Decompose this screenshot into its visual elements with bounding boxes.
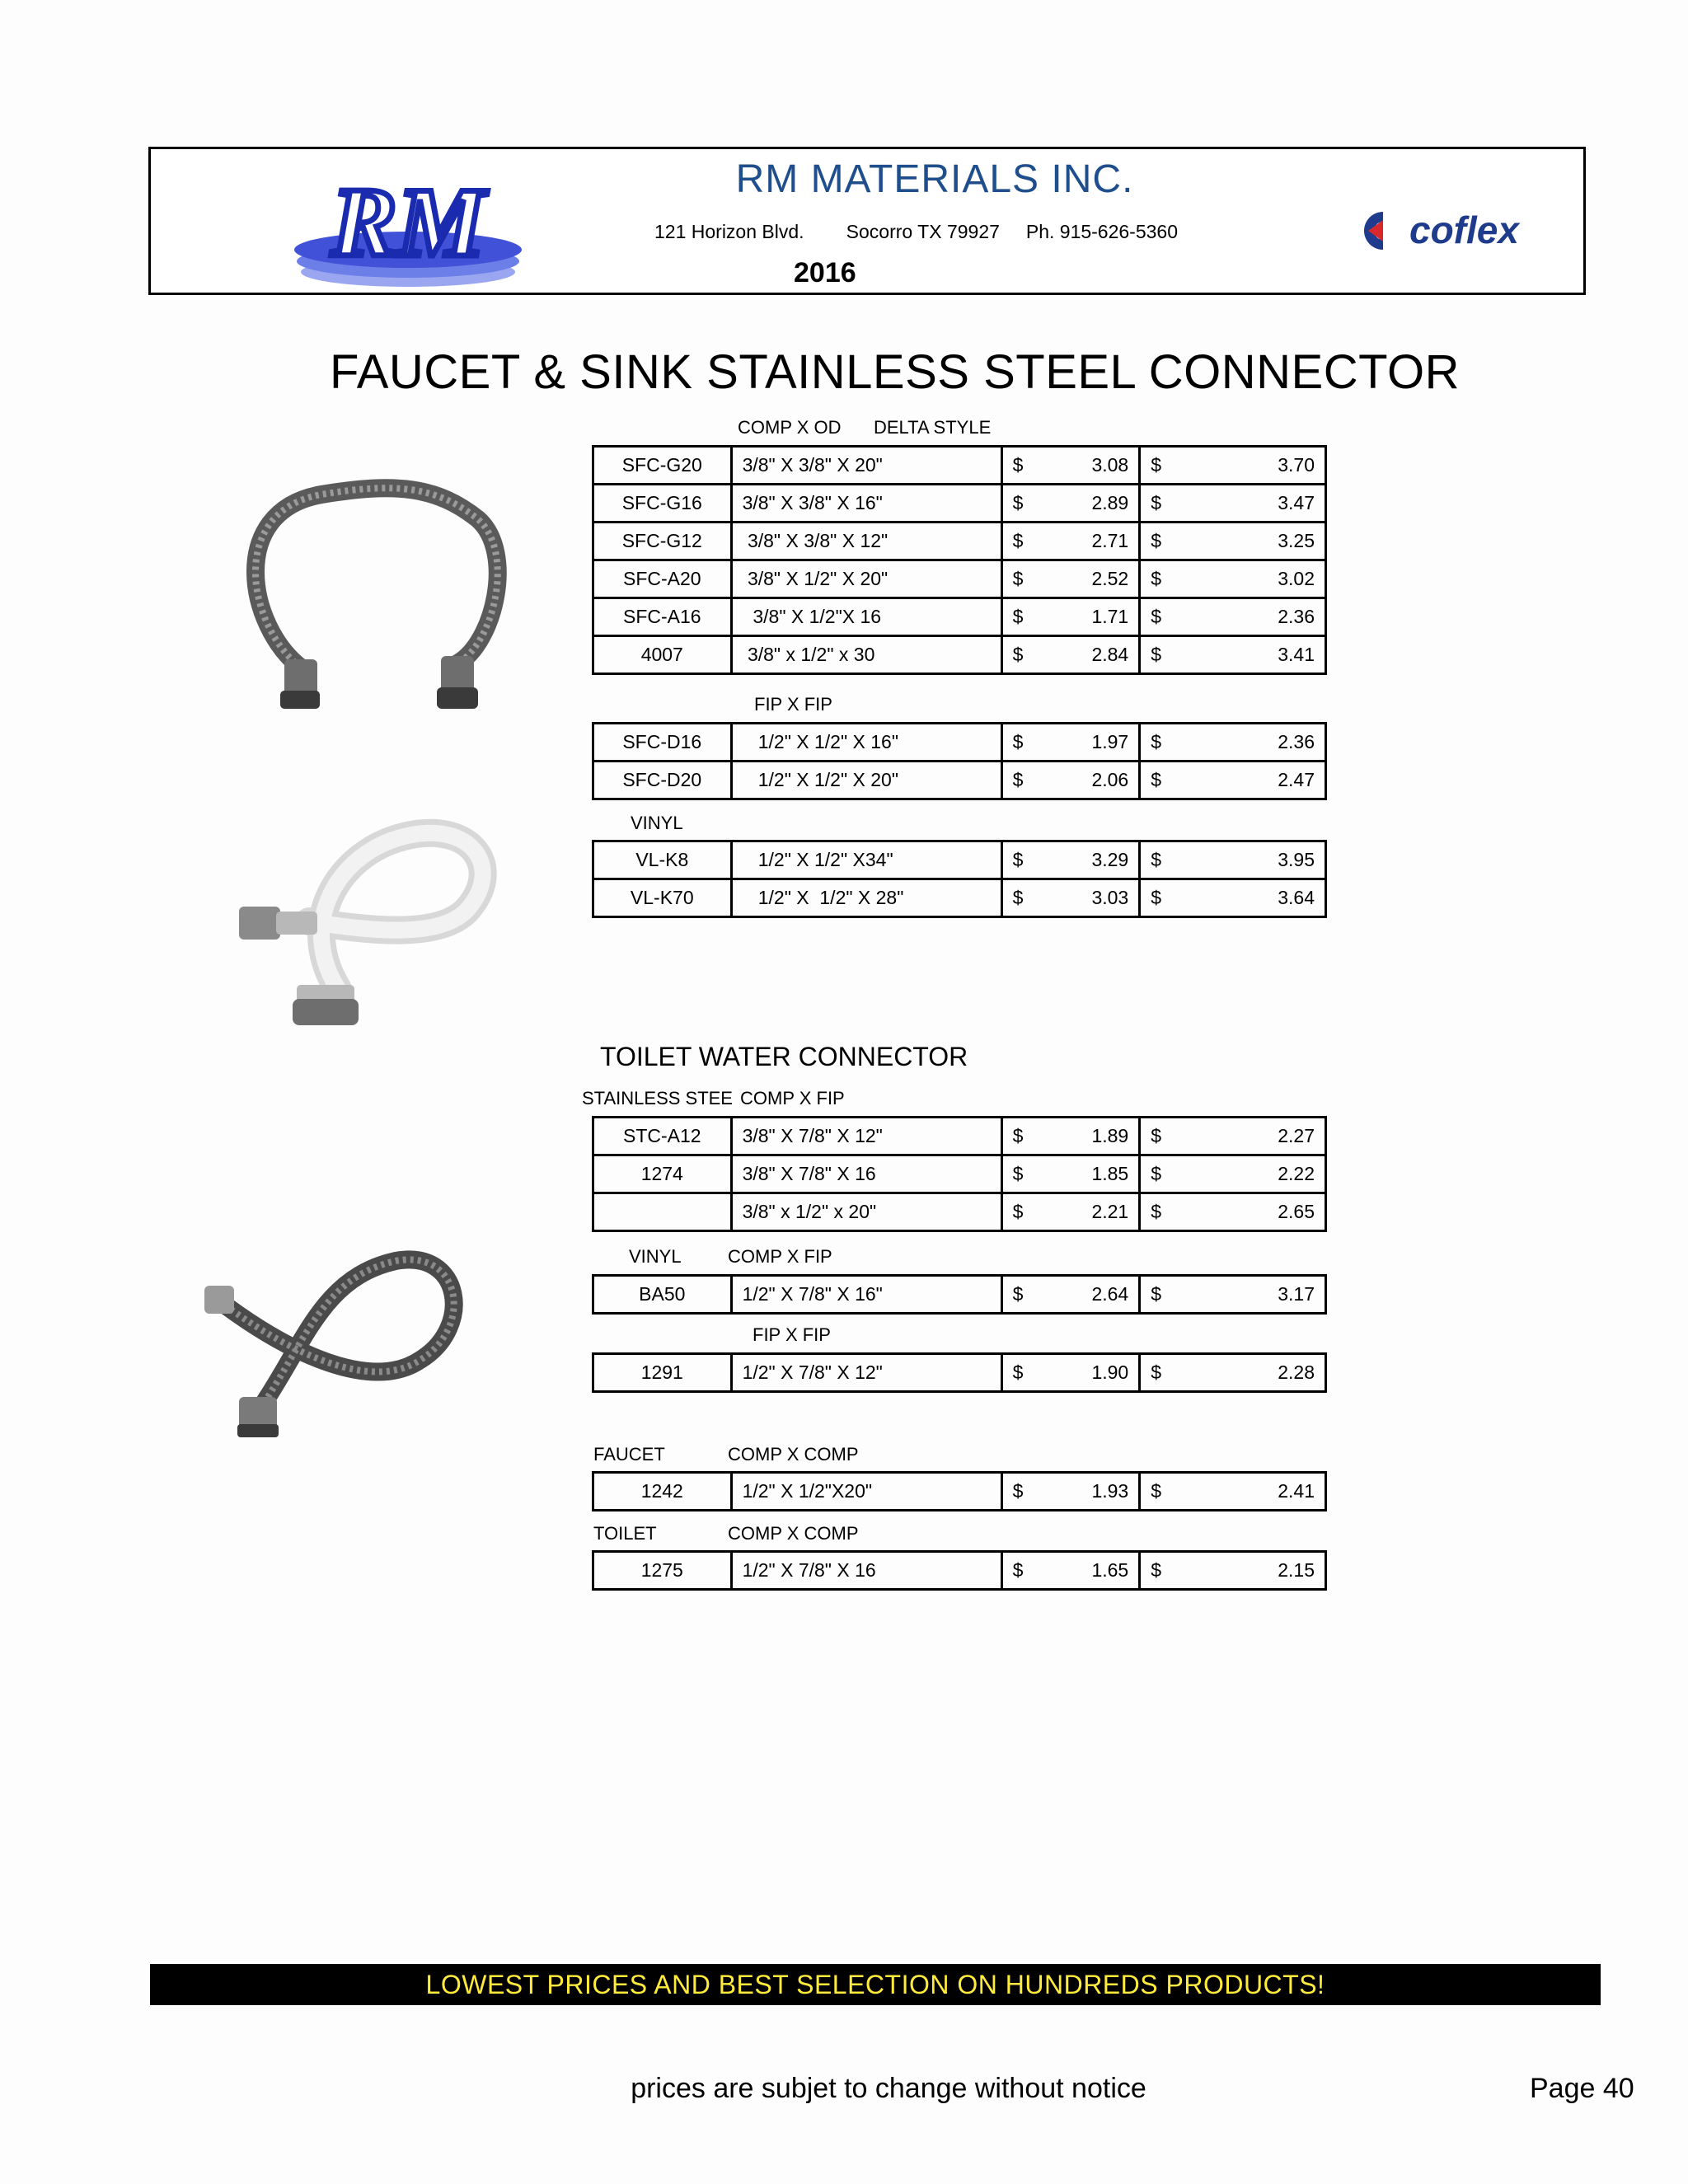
currency-symbol: $	[1151, 1201, 1162, 1222]
price-value: 3.29	[1091, 849, 1129, 870]
price-comp-od	[1001, 762, 1140, 799]
price-value: 2.52	[1091, 568, 1129, 589]
currency-symbol: $	[1012, 849, 1024, 870]
item-size: 3/8" X 1/2" X 20"	[731, 560, 1001, 598]
price-value: 1.85	[1091, 1163, 1129, 1184]
price-comp-od	[1001, 1118, 1140, 1155]
price-value: 1.89	[1091, 1125, 1129, 1146]
currency-symbol: $	[1151, 731, 1162, 752]
item-size: 1/2" X 1/2" X34"	[731, 841, 1001, 879]
item-size: 3/8" X 7/8" X 16	[731, 1155, 1001, 1193]
item-size: 1/2" X 1/2" X 16"	[731, 724, 1001, 762]
table-toilet-vinyl	[592, 1274, 1327, 1315]
price-delta-style	[1140, 1155, 1326, 1193]
currency-symbol: $	[1151, 769, 1162, 790]
price-delta-style	[1140, 724, 1326, 762]
currency-symbol: $	[1151, 530, 1162, 551]
item-size: 3/8" X 7/8" X 12"	[731, 1118, 1001, 1155]
price-delta-style	[1140, 1552, 1326, 1590]
company-name: RM MATERIALS INC.	[735, 157, 1134, 201]
price-value: 3.64	[1278, 887, 1315, 908]
label-fip-fip-toilet: FIP X FIP	[753, 1324, 831, 1345]
currency-symbol: $	[1151, 1559, 1162, 1581]
price-comp-od	[1001, 598, 1140, 636]
price-comp-od	[1001, 485, 1140, 523]
price-delta-style	[1140, 1118, 1326, 1155]
price-value: 3.95	[1278, 849, 1315, 870]
table-row	[593, 523, 1326, 560]
currency-symbol: $	[1012, 769, 1024, 790]
table-row	[593, 1276, 1326, 1314]
currency-symbol: $	[1151, 1480, 1162, 1502]
item-size: 1/2" X 1/2" X 20"	[731, 762, 1001, 799]
price-comp-od	[1001, 1354, 1140, 1392]
table-row	[593, 560, 1326, 598]
price-value: 2.71	[1091, 530, 1129, 551]
price-comp-od	[1001, 1552, 1140, 1590]
price-value: 3.02	[1278, 568, 1315, 589]
price-value: 2.21	[1091, 1201, 1129, 1222]
table-row	[593, 485, 1326, 523]
label-faucet: FAUCET	[593, 1444, 665, 1465]
item-code: 1274	[593, 1155, 732, 1193]
price-value: 3.70	[1278, 454, 1315, 476]
currency-symbol: $	[1151, 454, 1162, 476]
price-value: 2.41	[1278, 1480, 1315, 1502]
item-size: 1/2" X 7/8" X 12"	[731, 1354, 1001, 1392]
currency-symbol: $	[1151, 606, 1162, 627]
price-comp-od	[1001, 1473, 1140, 1511]
item-size: 3/8" x 1/2" x 20"	[731, 1193, 1001, 1231]
table-row	[593, 724, 1326, 762]
table-faucet-vinyl	[592, 840, 1327, 918]
price-delta-style	[1140, 1473, 1326, 1511]
currency-symbol: $	[1012, 492, 1024, 513]
price-value: 2.47	[1278, 769, 1315, 790]
price-delta-style	[1140, 1193, 1326, 1231]
toilet-connector-image	[190, 1236, 486, 1451]
table-row	[593, 636, 1326, 674]
price-value: 2.15	[1278, 1559, 1315, 1581]
item-code: 1275	[593, 1552, 732, 1590]
label-vinyl-toilet: VINYL	[629, 1246, 682, 1267]
price-comp-od	[1001, 841, 1140, 879]
item-code: SFC-D20	[593, 762, 732, 799]
table-row	[593, 841, 1326, 879]
price-delta-style	[1140, 485, 1326, 523]
price-comp-od	[1001, 636, 1140, 674]
currency-symbol: $	[1012, 1480, 1024, 1502]
price-delta-style	[1140, 447, 1326, 485]
item-code: SFC-G16	[593, 485, 732, 523]
table-toilet-comp-comp	[592, 1550, 1327, 1591]
price-value: 3.47	[1278, 492, 1315, 513]
currency-symbol: $	[1151, 849, 1162, 870]
currency-symbol: $	[1012, 1125, 1024, 1146]
price-delta-style	[1140, 523, 1326, 560]
item-code: SFC-G20	[593, 447, 732, 485]
item-code: 1242	[593, 1473, 732, 1511]
price-value: 1.65	[1091, 1559, 1129, 1581]
currency-symbol: $	[1012, 1559, 1024, 1581]
item-size: 1/2" X 1/2"X20"	[731, 1473, 1001, 1511]
price-value: 2.28	[1278, 1361, 1315, 1383]
currency-symbol: $	[1012, 644, 1024, 665]
item-size: 3/8" X 3/8" X 16"	[731, 485, 1001, 523]
currency-symbol: $	[1012, 454, 1024, 476]
price-comp-od	[1001, 724, 1140, 762]
table-row	[593, 1155, 1326, 1193]
currency-symbol: $	[1012, 1283, 1024, 1305]
item-code: VL-K70	[593, 879, 732, 917]
currency-symbol: $	[1151, 1163, 1162, 1184]
price-value: 1.97	[1091, 731, 1129, 752]
price-comp-od	[1001, 523, 1140, 560]
price-value: 1.93	[1091, 1480, 1129, 1502]
price-value: 3.08	[1091, 454, 1129, 476]
price-comp-od	[1001, 879, 1140, 917]
page-title: FAUCET & SINK STAINLESS STEEL CONNECTOR	[330, 345, 1461, 399]
item-code: SFC-G12	[593, 523, 732, 560]
table-row	[593, 1473, 1326, 1511]
catalog-year: 2016	[794, 257, 856, 288]
item-size: 1/2" X 1/2" X 28"	[731, 879, 1001, 917]
currency-symbol: $	[1012, 887, 1024, 908]
item-code: 4007	[593, 636, 732, 674]
table-row	[593, 1193, 1326, 1231]
price-comp-od	[1001, 1193, 1140, 1231]
price-delta-style	[1140, 598, 1326, 636]
price-value: 3.03	[1091, 887, 1129, 908]
price-value: 2.64	[1091, 1283, 1129, 1305]
table-toilet-stainless	[592, 1116, 1327, 1232]
label-toilet: TOILET	[593, 1523, 657, 1544]
toilet-section-title: TOILET WATER CONNECTOR	[600, 1042, 968, 1071]
table-row	[593, 1354, 1326, 1392]
table-faucet-comp-od	[592, 445, 1327, 675]
table-row	[593, 762, 1326, 799]
coflex-logo	[1358, 202, 1573, 260]
promo-banner	[150, 1964, 1601, 2005]
table-faucet-comp-comp	[592, 1471, 1327, 1511]
braided-connector-image	[231, 462, 519, 733]
price-value: 3.17	[1278, 1283, 1315, 1305]
item-code: STC-A12	[593, 1118, 732, 1155]
currency-symbol: $	[1151, 1125, 1162, 1146]
currency-symbol: $	[1151, 887, 1162, 908]
price-delta-style	[1140, 841, 1326, 879]
price-delta-style	[1140, 879, 1326, 917]
svg-text:RM: RM	[331, 167, 485, 277]
currency-symbol: $	[1012, 731, 1024, 752]
price-delta-style	[1140, 1354, 1326, 1392]
price-value: 2.89	[1091, 492, 1129, 513]
label-vinyl: VINYL	[631, 813, 683, 833]
price-value: 1.90	[1091, 1361, 1129, 1383]
promo-banner-text: LOWEST PRICES AND BEST SELECTION ON HUNDREDS PRODUCTS!	[425, 1969, 1325, 1999]
table-faucet-fip-fip	[592, 722, 1327, 800]
item-code: SFC-A20	[593, 560, 732, 598]
item-code: BA50	[593, 1276, 732, 1314]
item-size: 3/8" X 3/8" X 20"	[731, 447, 1001, 485]
table-row	[593, 1118, 1326, 1155]
label-fip-fip: FIP X FIP	[754, 694, 832, 715]
currency-symbol: $	[1151, 644, 1162, 665]
price-value: 1.71	[1091, 606, 1129, 627]
table-toilet-fip-fip	[592, 1352, 1327, 1393]
price-value: 2.36	[1278, 731, 1315, 752]
price-comp-od	[1001, 1155, 1140, 1193]
price-value: 2.65	[1278, 1201, 1315, 1222]
item-size: 3/8" X 1/2"X 16	[731, 598, 1001, 636]
item-code: 1291	[593, 1354, 732, 1392]
price-delta-style	[1140, 1276, 1326, 1314]
currency-symbol: $	[1151, 492, 1162, 513]
item-code: SFC-A16	[593, 598, 732, 636]
currency-symbol: $	[1012, 1361, 1024, 1383]
price-value: 3.41	[1278, 644, 1315, 665]
label-comp-od: COMP X OD	[738, 417, 842, 438]
table-row	[593, 879, 1326, 917]
item-size: 1/2" X 7/8" X 16	[731, 1552, 1001, 1590]
price-delta-style	[1140, 762, 1326, 799]
table-row	[593, 598, 1326, 636]
item-size: 3/8" X 3/8" X 12"	[731, 523, 1001, 560]
label-stainless: STAINLESS STEE	[582, 1088, 733, 1108]
currency-symbol: $	[1151, 1361, 1162, 1383]
currency-symbol: $	[1012, 568, 1024, 589]
price-value: 3.25	[1278, 530, 1315, 551]
currency-symbol: $	[1012, 1163, 1024, 1184]
price-delta-style	[1140, 560, 1326, 598]
price-value: 2.27	[1278, 1125, 1315, 1146]
company-address: 121 Horizon Blvd. Socorro TX 79927 Ph. 915-626-5360	[654, 221, 1179, 242]
page-number: Page 40	[1530, 2073, 1634, 2104]
price-comp-od	[1001, 1276, 1140, 1314]
label-comp-comp-faucet: COMP X COMP	[728, 1444, 859, 1465]
item-code: VL-K8	[593, 841, 732, 879]
item-size: 1/2" X 7/8" X 16"	[731, 1276, 1001, 1314]
footer-note: prices are subjet to change without notice	[631, 2073, 1146, 2104]
label-comp-fip: COMP X FIP	[740, 1088, 845, 1108]
currency-symbol: $	[1012, 1201, 1024, 1222]
label-comp-fip-vinyl: COMP X FIP	[728, 1246, 832, 1267]
label-delta-style: DELTA STYLE	[874, 417, 992, 438]
currency-symbol: $	[1012, 530, 1024, 551]
svg-text:coflex: coflex	[1409, 209, 1519, 251]
price-value: 2.22	[1278, 1163, 1315, 1184]
item-size: 3/8" x 1/2" x 30	[731, 636, 1001, 674]
table-row	[593, 1552, 1326, 1590]
price-comp-od	[1001, 447, 1140, 485]
price-comp-od	[1001, 560, 1140, 598]
item-code	[593, 1193, 732, 1231]
price-value: 2.36	[1278, 606, 1315, 627]
currency-symbol: $	[1151, 568, 1162, 589]
vinyl-connector-image	[231, 816, 511, 1030]
currency-symbol: $	[1012, 606, 1024, 627]
price-value: 2.06	[1091, 769, 1129, 790]
label-comp-comp-toilet: COMP X COMP	[728, 1523, 859, 1544]
price-delta-style	[1140, 636, 1326, 674]
price-value: 2.84	[1091, 644, 1129, 665]
currency-symbol: $	[1151, 1283, 1162, 1305]
item-code: SFC-D16	[593, 724, 732, 762]
table-row	[593, 447, 1326, 485]
